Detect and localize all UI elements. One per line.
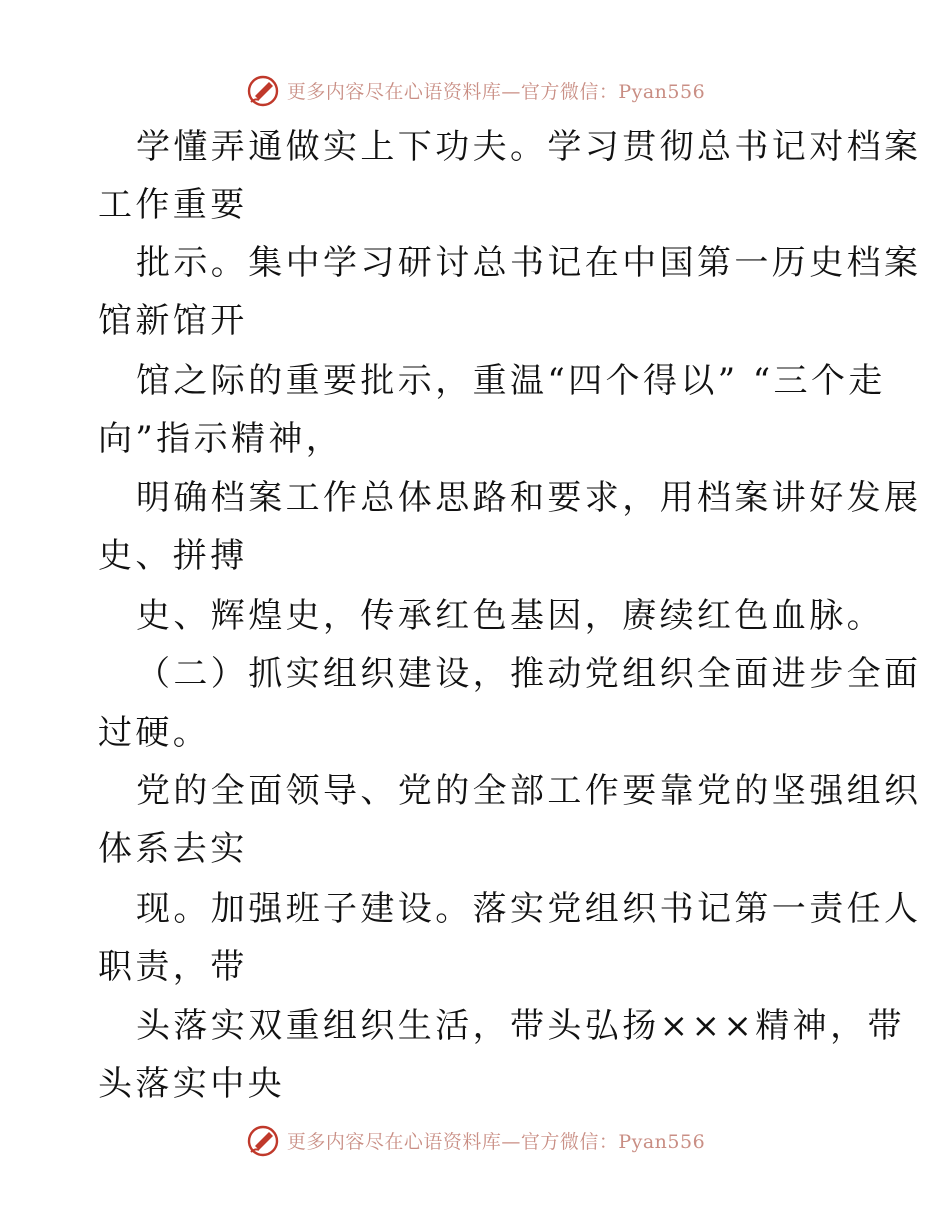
text-line: 学懂弄通做实上下功夫。学习贯彻总书记对档案 <box>136 127 922 167</box>
text-line: 体系去实 <box>98 829 248 869</box>
text-line: 明确档案工作总体思路和要求，用档案讲好发展 <box>136 478 922 518</box>
text-line: 馆新馆开 <box>98 301 248 341</box>
pen-seal-icon <box>245 72 281 108</box>
text-line: 头落实中央 <box>98 1064 285 1104</box>
footer-watermark <box>0 1120 950 1160</box>
text-line: （二）抓实组织建设，推动党组织全面进步全面 <box>136 654 922 694</box>
text-line: 馆之际的重要批示，重温“四个得以” “三个走 <box>136 361 886 401</box>
text-line: 现。加强班子建设。落实党组织书记第一责任人 <box>136 889 922 929</box>
text-line: 向”指示精神， <box>98 419 344 459</box>
watermark-text: 更多内容尽在心语资料库—官方微信：Pyan556 <box>286 80 706 103</box>
text-line: 批示。集中学习研讨总书记在中国第一历史档案 <box>136 243 922 283</box>
pen-seal-icon <box>245 1122 281 1158</box>
text-line: 职责，带 <box>98 947 248 987</box>
text-line: 史、辉煌史，传承红色基因，赓续红色血脉。 <box>136 596 884 636</box>
text-line: 党的全面领导、党的全部工作要靠党的坚强组织 <box>136 771 922 811</box>
text-line: 过硬。 <box>98 713 211 753</box>
text-line: 头落实双重组织生活，带头弘扬×××精神，带 <box>136 1006 905 1046</box>
watermark-text: 更多内容尽在心语资料库—官方微信：Pyan556 <box>286 1130 706 1153</box>
text-line: 工作重要 <box>98 185 248 225</box>
text-line: 史、拼搏 <box>98 536 248 576</box>
header-watermark <box>0 70 950 110</box>
